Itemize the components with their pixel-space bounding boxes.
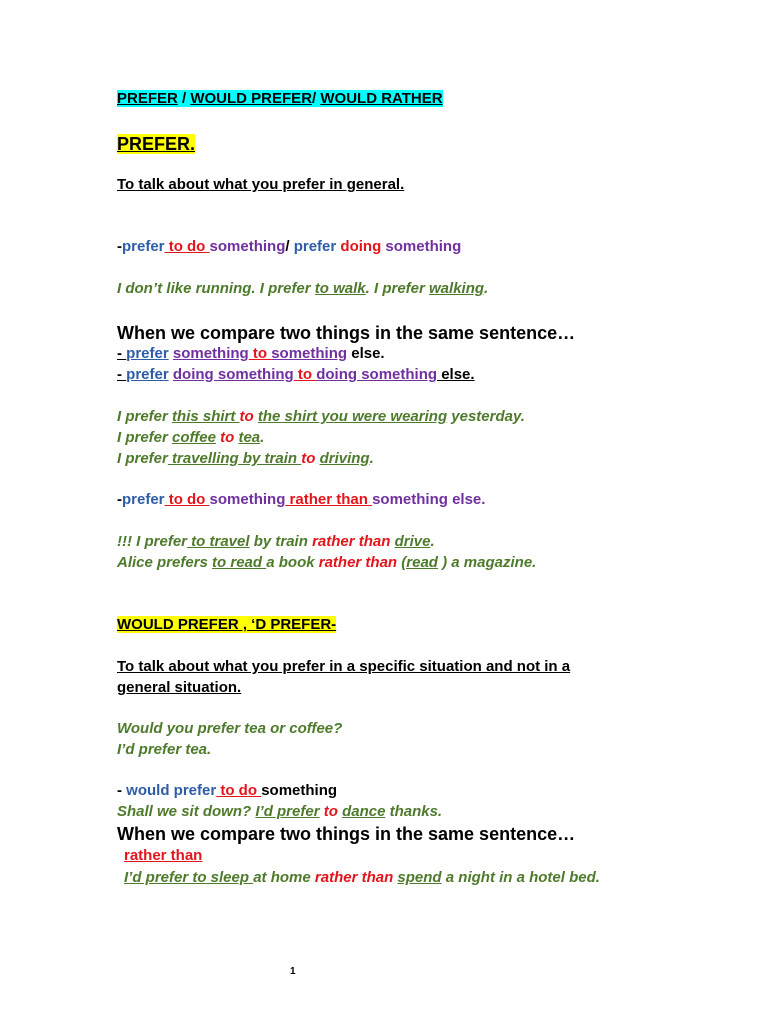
example-travel: !!! I prefer to travel by train rather than drive. [117,533,435,550]
example-coffee: I prefer coffee to tea. [117,429,265,446]
example-tea-question: Would you prefer tea or coffee? [117,720,343,737]
general-intro: To talk about what you prefer in general. [117,176,405,193]
example-sleep: I’d prefer to sleep at home rather than spend a night in a hotel bed. [124,869,600,886]
would-prefer-heading: WOULD PREFER , ‘D PREFER- [117,616,337,633]
document-title [117,90,443,108]
compare-heading-1: When we compare two things in the same sentence… [117,323,576,343]
specific-intro-line-2: general situation. [117,679,242,696]
prefer-heading: PREFER. [117,134,196,154]
compare-heading-2: When we compare two things in the same sentence… [117,824,576,844]
example-shirt: I prefer this shirt to the shirt you were wearing yesterday. [117,408,525,425]
pattern-would-prefer: - would prefer to do something [117,782,338,799]
rather-than-label: rather than [124,847,203,864]
example-running: I don’t like running. I prefer to walk. I prefer walking. [117,280,489,297]
example-tea-answer: I’d prefer tea. [117,741,212,758]
example-dance: Shall we sit down? I’d prefer to dance thanks. [117,803,443,820]
specific-intro-line-1: To talk about what you prefer in a specific situation and not in a [117,658,571,675]
pattern-prefer-to-do: -prefer to do something/ prefer doing something [117,238,462,255]
page-number: 1 [290,966,296,977]
pattern-something-to-something: - prefer something to something else. [117,345,385,362]
pattern-doing-to-doing: - prefer doing something to doing something else. [117,366,475,383]
example-alice: Alice prefers to read a book rather than (read ) a magazine. [117,554,537,571]
pattern-rather-than: -prefer to do something rather than something else. [117,491,486,508]
title-highlight: PREFER / WOULD PREFER/ WOULD RATHER [117,90,443,107]
example-train: I prefer travelling by train to driving. [117,450,374,467]
